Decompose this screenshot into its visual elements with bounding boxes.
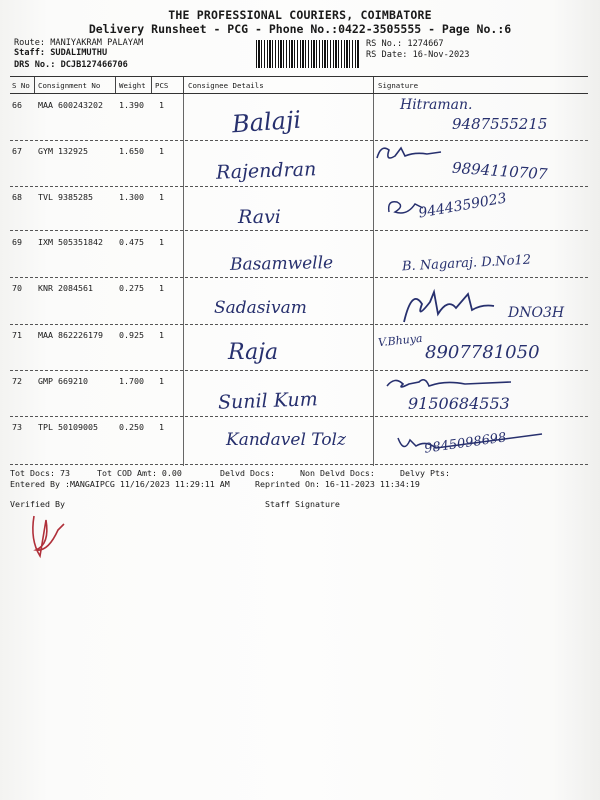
signature-scribble [375,142,445,166]
cell-pcs: 1 [159,376,164,386]
consignee-handwriting: Sunil Kum [217,388,319,414]
cell-weight: 0.475 [119,237,144,247]
verifier-signature [28,510,68,562]
cell-weight: 1.390 [119,100,144,110]
col-divider [115,77,116,93]
row-divider [10,186,588,187]
col-details: Consignee Details [188,81,264,90]
consignee-handwriting: Rajendran [215,158,317,184]
non-delivered-docs: Non Delvd Docs: [300,468,375,478]
cell-weight: 0.925 [119,330,144,340]
cell-weight: 0.250 [119,422,144,432]
cell-pcs: 1 [159,192,164,202]
cell-consignment: GYM 132925 [38,146,88,156]
cell-pcs: 1 [159,146,164,156]
signature-handwriting: B. Nagaraj. D.No12 [401,252,532,275]
signature-scribble [385,374,515,394]
cell-sno: 67 [12,146,22,156]
signature-handwriting: DNO3H [508,305,565,321]
cell-pcs: 1 [159,237,164,247]
signature-phone: 9894110707 [451,158,548,184]
cell-sno: 70 [12,283,22,293]
rs-number: RS No.: 1274667 [366,39,444,49]
cell-pcs: 1 [159,422,164,432]
drs-number: DRS No.: DCJB127466706 [14,60,128,70]
row-divider [10,277,588,278]
col-divider [183,77,184,93]
cell-sno: 68 [12,192,22,202]
cell-consignment: MAA 600243202 [38,100,103,110]
signature-handwriting: Hitraman. [400,97,473,113]
consignee-handwriting: Balaji [231,105,302,139]
reprinted-on: Reprinted On: 16-11-2023 11:34:19 [255,479,420,489]
cell-sno: 66 [12,100,22,110]
row-divider [10,416,588,417]
runsheet-subtitle: Delivery Runsheet - PCG - Phone No.:0422-3505555 - Page No.:6 [88,22,512,36]
company-title: THE PROFESSIONAL COURIERS, COIMBATORE [168,8,432,22]
col-sno: S No [12,81,30,90]
delivered-docs: Delvd Docs: [220,468,275,478]
rs-date: RS Date: 16-Nov-2023 [366,50,470,60]
cell-consignment: KNR 2084561 [38,283,93,293]
cell-sno: 73 [12,422,22,432]
cell-consignment: TPL 50109005 [38,422,98,432]
table-top-rule [10,76,588,77]
row-divider [10,370,588,371]
consignee-handwriting: Basamwelle [229,253,334,275]
route-label: Route: MANIYAKRAM PALAYAM [14,38,144,48]
total-cod-amount: Tot COD Amt: 0.00 [97,468,182,478]
signature-phone: 9444359023 [417,190,508,222]
col-signature: Signature [378,81,419,90]
cell-pcs: 1 [159,100,164,110]
col-weight: Weight [119,81,146,90]
cell-pcs: 1 [159,283,164,293]
cell-weight: 0.275 [119,283,144,293]
signature-scribble [398,284,498,328]
col-divider [151,77,152,93]
signature-handwriting: V.Bhuya [377,331,424,350]
staff-label: Staff: SUDALIMUTHU [14,48,108,58]
details-column-line [183,94,184,466]
cell-sno: 69 [12,237,22,247]
cell-weight: 1.650 [119,146,144,156]
staff-signature-label: Staff Signature [265,499,340,509]
col-consignment: Consignment No [38,81,101,90]
cell-sno: 72 [12,376,22,386]
consignee-handwriting: Ravi [238,206,281,228]
cell-weight: 1.300 [119,192,144,202]
row-divider [10,324,588,325]
signature-column-line [373,94,374,466]
entered-by: Entered By :MANGAIPCG 11/16/2023 11:29:11 AM [10,479,230,489]
verified-by-label: Verified By [10,499,65,509]
barcode-image [256,40,360,68]
col-divider [34,77,35,93]
cell-pcs: 1 [159,330,164,340]
cell-consignment: GMP 669210 [38,376,88,386]
consignee-handwriting: Sadasivam [214,298,307,318]
consignee-handwriting: Raja [228,340,279,365]
cell-sno: 71 [12,330,22,340]
signature-phone: 8907781050 [425,342,540,363]
cell-consignment: TVL 9385285 [38,192,93,202]
row-divider [10,140,588,141]
col-divider [373,77,374,93]
signature-phone: 9150684553 [408,394,510,413]
consignee-handwriting: Kandavel Tolz [226,430,346,450]
cell-consignment: IXM 505351842 [38,237,103,247]
cell-consignment: MAA 862226179 [38,330,103,340]
delivery-points: Delvy Pts: [400,468,450,478]
col-pcs: PCS [155,81,169,90]
row-divider [10,230,588,231]
cell-weight: 1.700 [119,376,144,386]
signature-phone: 9845098698 [423,430,508,457]
total-docs: Tot Docs: 73 [10,468,70,478]
signature-phone: 9487555215 [452,115,548,133]
table-bottom-rule [10,464,588,465]
table-header-rule [10,93,588,94]
